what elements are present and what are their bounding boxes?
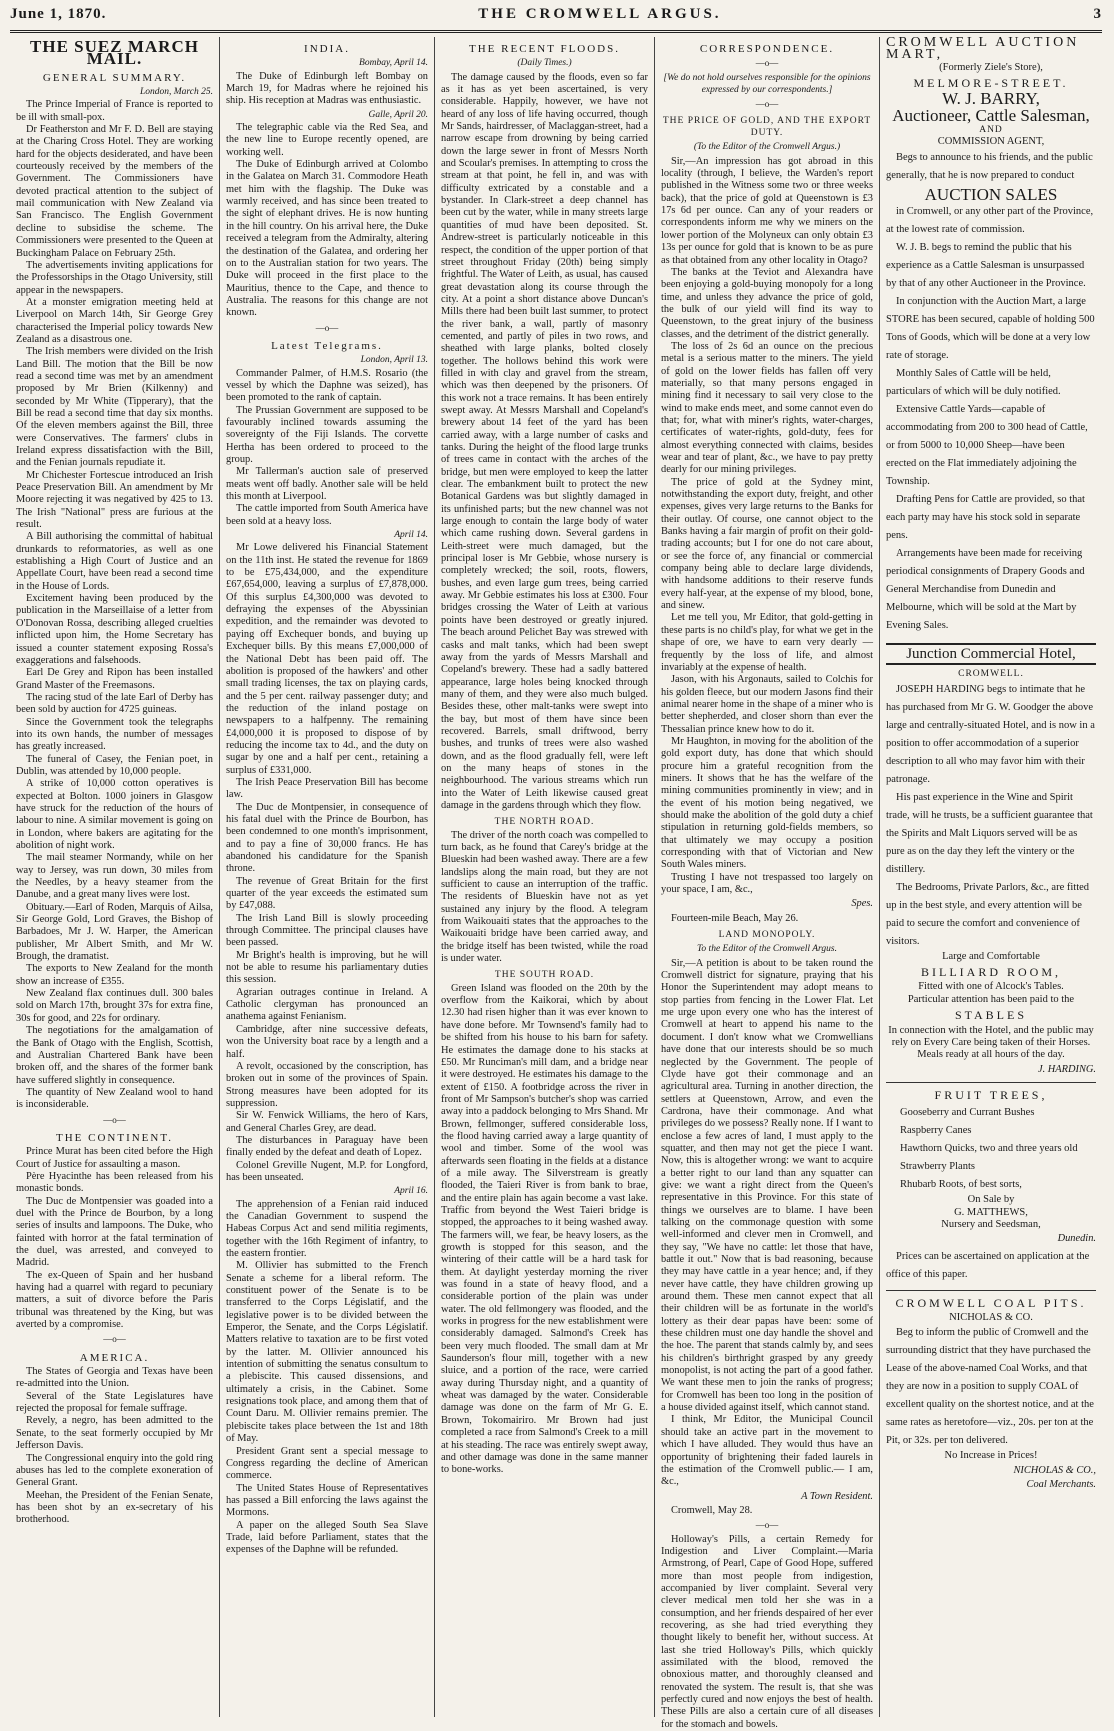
fruit-trade: Nursery and Seedsman,	[941, 1218, 1041, 1230]
paragraph: Prince Murat has been cited before the High Court of Justice for assaulting a mason.	[16, 1146, 213, 1170]
paragraph: A revolt, occasioned by the conscription, has broken out in some of the provinces of Spain. Strong measures have been adopted for its suppression.	[226, 1060, 428, 1109]
paragraph: Père Hyacinthe has been released from his monastic bonds.	[16, 1170, 213, 1195]
paragraph: The Prince Imperial of France is reported to be ill with small-pox.	[16, 99, 213, 123]
paragraph: The Irish members were divided on the Irish Land Bill. The motion that the Bill be now read a second time was met by an amendment proposed by Mr Brien (Kilkenny) and seconded by Mr White (Tipperary), that the Bill be read a second time that day six months. Of the eleven members against the Bill, three were Conservatives. The farmers' clubs in Ireland express dissatisfaction with the Bill, and the Fenian journals repudiate it.	[16, 346, 213, 469]
continent-heading: THE CONTINENT.	[56, 1131, 173, 1144]
fruit-seller: G. MATTHEWS,	[954, 1206, 1028, 1218]
paragraph: The Duke of Edinburgh arrived at Colombo in the Galatea on March 31. Commodore Heath met him with the flagship. The Duke was warmly received, and has since been treated to the sight of elephant drives. He is now hunting in the hill country. On his arrival here, the Duke received a telegram from the Admiralty, altering the destination of the Galatea, and ordering her on to the Australian station for two years. The Duke will proceed in the first place to the Mauritius, thence to the Cape, and thence to Australia. The reasons for this change are not known.	[226, 159, 428, 319]
paragraph: The United States House of Representatives has passed a Bill enforcing the laws against the Mormons.	[226, 1482, 428, 1519]
column-floods	[435, 37, 655, 1717]
gold-letter-paras	[661, 156, 873, 897]
paragraph: The advertisements inviting applications for the Professorships in the Otago University, still appear in the newspapers.	[16, 259, 213, 296]
hotel-place: CROMWELL.	[958, 669, 1024, 680]
paragraph: JOSEPH HARDING begs to intimate that he has purchased from Mr G. W. Goodger the above large and centrally-situated Hotel, and is now in a position to offer accommodation of a superior description to all who may favor him with their patronage.	[886, 683, 1095, 785]
list-item: Gooseberry and Currant Bushes	[900, 1107, 1035, 1119]
commission-agent: COMMISSION AGENT,	[937, 136, 1045, 148]
gold-letter-date: Fourteen-mile Beach, May 26.	[671, 912, 799, 924]
paragraph: Colonel Greville Nugent, M.P. for Longford, has been unseated.	[226, 1159, 428, 1183]
coal-signature: NICHOLAS & CO.,	[1013, 1464, 1096, 1476]
paragraph: The Prussian Government are supposed to be favourably inclined towards assuming the sovereignty of the Fiji Islands. The corvette Hertha has been ordered to proceed to the group.	[226, 404, 428, 465]
auction-street: MELMORE-STREET.	[913, 76, 1069, 91]
general-summary-heading: GENERAL SUMMARY.	[42, 71, 187, 84]
telegram-paras-1	[226, 368, 428, 528]
hotel-signature: J. HARDING.	[1037, 1063, 1096, 1075]
paragraph: In conjunction with the Auction Mart, a large STORE has been secured, capable of holding 500 Tons of Goods, which will be done at a very low rate of storage.	[886, 296, 1095, 362]
auction-and: AND	[979, 125, 1003, 136]
auction-sales-heading: AUCTION SALES	[924, 184, 1058, 204]
paragraph: Green Island was flooded on the 20th by the overflow from the Kaikorai, which by about 12.30 had risen higher than it was ever known to have done before. Mr Townsend's family had to be shifted from his house to his barn for safety. He estimates the damage done to his stacks at £50. Mr Runciman's mill dam, and a bridge near it were destroyed. He estimates his damage to the extent of £150. A footbridge across the river in front of Mr Sampson's butcher's shop was carried away into a paddock belonging to Mrs Shand. Mr Brown, fellmonger, suffered considerable loss, the flood having carried away a large quantity of wool and timber. Some of the wool was afterwards seen floating in the fields at a distance of a mile away. The Silverstream is greatly flooded, the Taieri River is from bank to brae, and the entire plain has again become a vast lake. Traffic from beyond the West Taieri bridge is stopped, the approaches to it being washed away. The farmers will, we fear, be heavy losers, as the growth is stopped for this season, and the wintering of their cattle will be a hard task for them. At daylight yesterday morning the river was found in a state of heavy flood, and a considerable portion of the plain was under water. The old fellmongery was flooded, and the works in progress for the new establishment were considerably damaged. Salmond's Creek has been very much flooded. The small dam at Mr Saunderson's flour mill, together with a new sluice, and a portion of the race, were carried away during Thursday night, and a quantity of wheat was damaged by the water. Considerable damage was done on the farm of Mr G. E. Brown, Tokomairiro. Mr Brown had just completed a race from Salmond's Creek to a mill at his steading. The race was entirely swept away, and other damage was done in the same manner to bone-works.	[441, 982, 648, 1476]
auction-mart-title: CROMWELL AUCTION MART,	[886, 35, 1080, 63]
india-paras-1	[226, 71, 428, 108]
paragraph: in Cromwell, or any other part of the Province, at the lowest rate of commission.	[886, 206, 1094, 236]
paragraph: The ex-Queen of Spain and her husband having had a quarrel with regard to pecuniary matters, a suit of divorce before the Paris tribunal was threatened by the King, but was averted by a compromise.	[16, 1269, 213, 1331]
gold-letter-title: THE PRICE OF GOLD, AND THE EXPORT DUTY.	[662, 115, 872, 139]
paragraph: Arrangements have been made for receiving periodical consignments of Drapery Goods and General Merchandise from Dunedin and Melbourne, which will be sold at the Mart by Evening Sales.	[886, 548, 1085, 632]
floods-source: (Daily Times.)	[517, 58, 572, 69]
paragraph: Jason, with his Argonauts, sailed to Colchis for his golden fleece, but our modern Jasons find their animal nearer home in the shape of a miner who is better shepherded, and closer shorn than ever the Thessalian prince knew how to do it.	[661, 674, 873, 735]
column-suez-mail: THE SUEZ MARCH MAIL. GENERAL SUMMARY. London, March 25. The Prince Imperial of France is reported to be ill with small-pox. Dr Featherston and Mr F. D. Bell are staying at the Charing Cross Hotel. They are working hard for the objects desiderated, and have been courteously received by the members of the Government. The Commissioners have devoted practical attention to the subject of mail communication with New Zealand via San Francisco. The English Government decline to subsidise the scheme. The Commissioners were presented to the Queen at Buckingham Palace on February 25th. The advertisements inviting applications for the Professorships in the Otago University, still appear in the newspapers. At a monster emigration meeting held at Liverpool on March 14th, Sir George Grey characterised the Imperial policy towards New Zealand as a disastrous one. The Irish members were divided on the Irish Land Bill. The motion that the Bill be now read a second time was met by an amendment proposed by Mr Brien (Kilkenny) and seconded by Mr White (Tipperary), that the Bill be read a second time that day six months. Of the eleven members against the Bill, three were Conservatives. The farmers' clubs in Ireland express dissatisfaction with the Bill, and the Fenian journals repudiate it. Mr Chichester Fortescue introduced an Irish Peace Preservation Bill. An amendment by Mr Moore rejecting it was negatived by 425 to 13. The Irish "National" press are furious at the result. A Bill authorising the committal of habitual drunkards to reformatories, as well as one establishing a High Court of Justice and an Appellate Court, have been read a second time in the House of Lords. Excitement having been produced by the publication in the Marseillaise of a letter from O'Donovan Rossa, describing alleged cruelties inflicted upon him, the Home Secretary has issued a counter statement exposing Rossa's exaggerations and falsehoods. Earl De Grey and Ripon has been installed Grand Master of the Freemasons. The racing stud of the late Earl of Derby has been sold by auction for 4725 guineas. Since the Government took the telegraphs into its own hands, the number of messages has greatly increased. The funeral of Casey, the Fenian poet, in Dublin, was attended by 10,000 people. A strike of 10,000 cotton operatives is expected at Bolton. 1000 joiners in Glasgow have struck for the reduction of the hours of labour to nine. A similar movement is going on in London, where bakers are agitating for the abolition of night work. The mail steamer Normandy, while on her way to Jersey, was run down, 30 miles from the Needles, by a heavy steamer from the Danube, and a great many lives were lost. Obituary.—Earl of Roden, Marquis of Ailsa, Sir George Gold, Lord Graves, the Bishop of Barbadoes, Mr J. W. Harper, the American publisher, Mr Albert Smith, and Mr W. Brough, the dramatist. The exports to New Zealand for the month show an increase of £355. New Zealand flax continues dull. 300 bales sold on March 17th, brought 37s for extra fine, 30s for good, and 22s for ordinary. The negotiations for the amalgamation of the Bank of Otago with the English, Scottish, and Australian Chartered Bank have been broken off, and the shares of the former bank have suffered slightly in consequence. The quantity of New Zealand wool to hand is inconsiderable. —o— THE CONTINENT. Prince Murat has been cited before the High Court of Justice for assaulting a mason. Père Hyacinthe has been released from his monastic bonds. The Duc de Montpensier was goaded into a duel with the Prince de Bourbon, by a long series of insults and lampoons. The Duke, who fainted with horror at the fatal termination of the duel, was arrested, and conveyed to Madrid. The ex-Queen of Spain and her husband having had a quarrel with regard to pecuniary matters, a suit of divorce before the Paris tribunal was threatened by the King, but was averted by a compromise. —o— AMERICA. The States of Georgia and Texas have been re-admitted into the Union. Several of the State Legislatures have rejected the proposal for female suffrage. Revely, a negro, has been admitted to the Senate, to the seat formerly occupied by Mr Jefferson Davis. The Congressional enquiry into the gold ring abuses has led to the complete exoneration of General Grant. Meehan, the President of the Fenian Senate, has been shot by an ex-secretary of his brotherhood.	[10, 37, 220, 1717]
coal-pits-title: CROMWELL COAL PITS.	[895, 1295, 1087, 1310]
north-road-heading: THE NORTH ROAD.	[494, 817, 595, 828]
correspondence-heading: CORRESPONDENCE.	[699, 43, 835, 55]
paragraph: New Zealand flax continues dull. 300 bales sold on March 17th, brought 37s for extra fine, 30s for good, and 22s for ordinary.	[16, 988, 213, 1024]
paragraph: The loss of 2s 6d an ounce on the precious metal is a serious matter to the miners. The yield of gold on the lower fields has fallen off very materially, so that many persons engaged in mining find it necessary to sail very close to the wind to make ends meet, and some cannot even do that; for, what with miner's rights, water-charges, certificates of water-rights, gold-duty, fees for almost everything connected with claims, besides wear and tear of plant, &c., we have to pay pretty dearly for our mining privileges.	[661, 340, 873, 476]
india-heading: INDIA.	[304, 43, 350, 55]
paragraph: Cambridge, after nine successive defeats, won the University boat race by a length and a half.	[226, 1023, 428, 1060]
paragraph: The damage caused by the floods, even so far as it has as yet been ascertained, is very considerable. Happily, however, we have not heard of any loss of life having occurred, though Mr Sands, hairdresser, of Maclaggan-street, had a narrow escape from drowning by being carried down the large sewer in front of Messrs North and Scoular's premises. In attempting to cross the stream at that point, he fell in, and was with difficulty extricated by a constable and a bystander. In Clark-street a deep channel has been cut by the water, while in many streets large quantities of mud have been deposited. St. Andrew-street is particularly noticeable in this respect, the condition of the upper portion of that street throughout Friday (20th) being simply frightful. The Water of Leith, as usual, has caused great devastation along its course through the city. At a point a short distance above Duncan's Mills there had been built last summer, to protect the river bank, a wall, partly of masonry cemented, and partly of piles in two rows, and sheathed with large planks, bolted closely together. The hollows behind this work were filled in with clay and gravel from the stream, which was then deepened by the prisoners. Of this work not a trace remains. It has been entirely swept away. At Messrs Marshall and Copeland's brewery about 14 feet of the yard has been carried away, with a large number of casks and tanks. During the height of the flood large trunks of trees came in contact with the arches of the bridge, but men were employed to keep the latter clear. The embankment built to protect the new Botanical Gardens was but slightly damaged in its unfinished parts; but the new channel was not large enough to contain the large body of water which came rushing down. Several gardens in Leith-street were much damaged, but the principal loser is Mr Gebbie, whose nursery is completely wrecked; the soil, roots, flowers, bushes, and even large gum trees, being carried away. Mr Gebbie estimates his loss at £300. Four bridges crossing the Water of Leith at various points have been destroyed or greatly injured. The beach around Pelichet Bay was strewed with casks and malt tanks, which had been swept away from the yards of Messrs Marshall and Copeland's brewery. These had a sadly battered appearance, large holes being knocked through many of them, and they were also much bulged. Besides these, other malt-tanks were swept into the bay, but most of them have since been recovered. Barrels, small driftwood, berry bushes, and trunks of trees were also washed down, and as the flood gradually fell, were left on the many heaps of stones in the neighbourhood. The various streams which run into the Water of Leith likewise caused great damage in the gardens through which they flow.	[441, 71, 648, 811]
america-heading: AMERICA.	[79, 1351, 150, 1364]
paragraph: Trusting I have not trespassed too largely on your space, I am, &c.,	[661, 871, 873, 896]
paragraph: Since the Government took the telegraphs into its own hands, the number of messages has greatly increased.	[16, 716, 213, 753]
list-item: Strawberry Plants	[900, 1161, 975, 1173]
paragraph: Drafting Pens for Cattle are provided, so that each party may have his stock sold in separate pens.	[886, 494, 1085, 542]
paragraph: The Bedrooms, Private Parlors, &c., are fitted up in the best style, and every attention will be paid to secure the comfort and convenience of visitors.	[886, 881, 1090, 947]
gold-letter-signature: Spes.	[851, 898, 873, 910]
hotel-title: Junction Commercial Hotel,	[886, 643, 1096, 665]
paragraph: Agrarian outrages continue in Ireland. A Catholic clergyman has pronounced an anathema against Fenianism.	[226, 986, 428, 1023]
land-letter-title: LAND MONOPOLY.	[718, 930, 816, 941]
column-advertisements	[880, 37, 1102, 1717]
paragraph: Meehan, the President of the Fenian Senate, has been shot by an ex-secretary of his brotherhood.	[16, 1489, 213, 1526]
holloway-advert: Holloway's Pills, a certain Remedy for Indigestion and Liver Complaint.—Maria Armstrong, of Pearl, Cape of Good Hope, suffered more than most people from indigestion, accompanied by liver complaint. Several very clever medical men told her she was in a consumption, and her friends despaired of her ever recovering, as she had tried everything they thought likely to benefit her, without success. At last she tried Holloway's Pills, which quickly assimilated with the blood, removed the obnoxious matter, and thoroughly cleansed and renovated the system. The result is, that she was perfectly cured and now enjoys the best of health. These Pills are also a certain cure of all diseases for the stomach and bowels.	[661, 1533, 873, 1730]
telegram-paras-2	[226, 542, 428, 1184]
hotel-paras	[886, 681, 1096, 951]
paragraph: At a monster emigration meeting held at Liverpool on March 14th, Sir George Grey characterised the Imperial policy towards New Zealand as a disastrous one.	[16, 296, 213, 345]
fruit-trees-title: FRUIT TREES,	[934, 1087, 1048, 1102]
auctioneer-name: W. J. BARRY,	[942, 89, 1040, 109]
paragraph: The exports to New Zealand for the month show an increase of £355.	[16, 963, 213, 987]
coal-owner: NICHOLAS & CO.	[949, 1311, 1033, 1323]
paragraph: Monthly Sales of Cattle will be held, particulars of which will be duly notified.	[886, 368, 1061, 398]
paragraph: Dr Featherston and Mr F. D. Bell are staying at the Charing Cross Hotel. They are working hard for the objects desiderated, and have been courteously received by the members of the Government. The Commissioners have devoted practical attention to the subject of mail communication with New Zealand via San Francisco. The English Government decline to subsidise the scheme. The Commissioners were presented to the Queen at Buckingham Palace on February 25th.	[16, 124, 213, 259]
paragraph: Mr Haughton, in moving for the abolition of the gold export duty, has done that which should procure him a grateful recognition from the miners. It shows that he has the welfare of the mining communities prominently in view; and in the event of his motion being negatived, we should make the abolition of the gold duty a chief stipulation in returning gold-fields members, so that ultimately we may occupy a position corresponding with that of Victorian and New South Wales miners.	[661, 735, 873, 871]
meals-ready: Meals ready at all hours of the day.	[917, 1049, 1065, 1061]
paragraph: The negotiations for the amalgamation of the Bank of Otago with the English, Scottish, and Australian Chartered Bank have been broken off, and the shares of the former bank have suffered slightly in consequence.	[16, 1025, 213, 1086]
paragraph: The telegraphic cable via the Red Sea, and the new line to Europe recently opened, are working well.	[226, 122, 428, 158]
page-number: 3	[1093, 6, 1102, 22]
paragraph: The Duc de Montpensier, in consequence of his fatal duel with the Prince de Bourbon, has been condemned to one month's imprisonment, and to pay a fine of 30,000 francs. He has abandoned his candidature for the Spanish throne.	[226, 801, 428, 875]
land-letter-paras	[661, 958, 873, 1489]
paragraph: Mr Chichester Fortescue introduced an Irish Peace Preservation Bill. An amendment by Mr Moore rejecting it was negatived by 425 to 13. The Irish "National" press are furious at the result.	[16, 469, 213, 531]
coal-para: Beg to inform the public of Cromwell and the surrounding district that they have purchased the Lease of the above-named Coal Works, and that they are now in a position to supply COAL of excellent quality on the shortest notice, and at the same rates as heretofore—viz., 20s. per ton at the Pit, or 32s. per ton delivered.	[886, 1327, 1094, 1447]
paragraph: The Duc de Montpensier was goaded into a duel with the Prince de Bourbon, by a long series of insults and lampoons. The Duke, who fainted with horror at the fatal termination of the duel, was arrested, and conveyed to Madrid.	[16, 1195, 213, 1269]
april-16-dateline: April 16.	[394, 1186, 428, 1197]
paragraph: Earl De Grey and Ripon has been installed Grand Master of the Freemasons.	[16, 667, 213, 691]
hotel-large: Large and Comfortable	[942, 950, 1040, 962]
list-item: Rhubarb Roots, of best sorts,	[900, 1179, 1022, 1191]
list-item: Raspberry Canes	[900, 1125, 972, 1137]
paragraph: I think, Mr Editor, the Municipal Council should take an active part in the movement to which I have alluded. They would thus have an opportunity of brightening their faded laurels in the estimation of the Cromwell public.— I am, &c.,	[661, 1414, 873, 1488]
paragraph: Extensive Cattle Yards—capable of accommodating from 200 to 300 head of Cattle, or from 5000 to 10,000 Sheep—have been erected on the Flat immediately adjoining the Township.	[886, 404, 1088, 488]
paragraph: Sir,—A petition is about to be taken round the Cromwell district for signature, praying that his Honor the Superintendent may adopt means to stop parties from fencing in the Lower Flat. Let me urge upon every one who has the interest of Cromwell at heart to append his name to the document. I don't know what we Cromwellians have done that our interests should be so much neglected by the Government. The people of Clyde have got their commonage and an agricultural area. Turning in another direction, the settlers at Queenstown, Arrow, and even the Cardrona, have their commonage. And what privileges do we possess? Really none. If I want to enclose a few acres of land, I must apply to the squatter, and then may not get the piece I want. Now, this is altogether wrong: we want to acquire a better right to our land than any squatter can give: we want a right direct from the Queen's representative in this Province. For this state of things we ourselves are to blame. I have been talking on the commonage question with some well-informed and clever men in Cromwell, and they say, "We have no cattle: let those that have, battle it out." Now that is bad reasoning, because they may have cattle in a year hence; and, if they never have cattle, they have children growing up around them. These men cannot expect that all their children will be as fortunate in the world's lottery as their dear papas have been: some of these children must one day handle the shovel and the hoe. The parent that stands calmly by, and sees his children's birthright grasped by any greedy monopolist, is not acting the part of a good father. We want these men to join the ranks of progress; for Cromwell has been too long in the position of a house divided against itself, which cannot stand.	[661, 957, 873, 1414]
continent-paras	[16, 1146, 213, 1331]
paragraph: Sir W. Fenwick Williams, the hero of Kars, and General Charles Grey, are dead.	[226, 1110, 428, 1134]
paragraph: The disturbances in Paraguay have been finally ended by the defeat and death of Lopez.	[226, 1134, 428, 1159]
gold-letter-addressee: (To the Editor of the Cromwell Argus.)	[693, 142, 841, 153]
paragraph: A Bill authorising the committal of habitual drunkards to reformatories, as well as one establishing a High Court of Justice and an Appellate Court, have been read a second time in the House of Lords.	[16, 531, 213, 592]
paragraph: Obituary.—Earl of Roden, Marquis of Ailsa, Sir George Gold, Lord Graves, the Bishop of Barbadoes, Mr J. W. Harper, the American publisher, Mr Albert Smith, and Mr W. Brough, the dramatist.	[16, 901, 213, 963]
south-road-heading: THE SOUTH ROAD.	[494, 970, 595, 981]
column-correspondence: CORRESPONDENCE. —o— [We do not hold ourselves responsible for the opinions expressed by our correspondents.] —o— THE PRICE OF GOLD, AND THE EXPORT DUTY. (To the Editor of the Cromwell Argus.) Sir,—An impression has got abroad in this locality (through, I believe, the Warden's report published in the Witness some two or three weeks back), that the price of gold at Queenstown is £3 17s 6d per ounce. Can any of your readers or correspondents inform me why we miners on the lower portion of the Molyneux can only obtain £3 13s per ounce for gold that is known to be as pure as that obtained from any other locality in Otago? The banks at the Teviot and Alexandra have been enjoying a gold-buying monopoly for a long time, and unless they advance the price of gold, the bulk of our yield will find its way to Queenstown, to the great injury of the business classes, and the detriment of the district generally. The loss of 2s 6d an ounce on the precious metal is a serious matter to the miners. The yield of gold on the lower fields has fallen off very materially, so that many persons engaged in mining find it necessary to sail very close to the wind to make ends meet, and some cannot even do that; for, what with miner's rights, water-charges, certificates of water-rights, gold-duty, fees for almost everything connected with claims, besides wear and tear of plant, &c., we have to pay pretty dearly for our mining privileges. The price of gold at the Sydney mint, notwithstanding the export duty, freight, and other expenses, gives very large returns to the Banks for their outlay. Of course, one cannot object to the Banks having a fair margin of profit on their gold-trading accounts; but I for one do not care about, or see the force of, any financial or commercial company being able to declare large dividends, with handsome additions to their reserve funds every half-year, at the expense of my blood, bone, and sinew. Let me tell you, Mr Editor, that gold-getting in these parts is no child's play, for what we get in the shape of ore, we have to earn very dearly — frequently by the loss of life, and almost invariably at the expense of health. Jason, with his Argonauts, sailed to Colchis for his golden fleece, but our modern Jasons find their animal nearer home in the shape of a miner who is better shepherded, and closer shorn than ever the Thessalian prince knew how to do it. Mr Haughton, in moving for the abolition of the gold export duty, has done that which should procure him a grateful recognition from the miners. It shows that he has the welfare of the mining communities prominently in view; and in the event of his motion being negatived, we should make the abolition of the gold duty a chief stipulation in returning gold-fields members, so that ultimately we may occupy a position corresponding with that of Victorian and New South Wales miners. Trusting I have not trespassed too largely on your space, I am, &c., Spes. Fourteen-mile Beach, May 26. LAND MONOPOLY. To the Editor of the Cromwell Argus. Sir,—A petition is about to be taken round the Cromwell district for signature, praying that his Honor the Superintendent may adopt means to stop parties from fencing in the Lower Flat. Let me urge upon every one who has the interest of Cromwell at heart to append his name to the document. I don't know what we Cromwellians have done that our interests should be so much neglected by the Government. The people of Clyde have got their commonage and an agricultural area. Turning in another direction, the settlers at Queenstown, Arrow, and even the Cardrona, have their commonage. And what privileges do we possess? Really none. If I want to enclose a few acres of land, I must apply to the squatter, and then may not get the piece I want. Now, this is altogether wrong: we want to acquire a better right to our land than any squatter can give: we want a right direct from the Queen's representative in this Province. For this state of things we ourselves are to blame. I have been talking on the commonage question with some well-informed and clever men in Cromwell, and they say, "We have no cattle: let those that have, battle it out." Now that is bad reasoning, because they may have cattle in a year hence; and, if they never have cattle, they have children growing up around them. These men cannot expect that all their children will be as fortunate in the world's lottery as their dear papas have been: some of these children must one day handle the shovel and the hoe. The parent that stands calmly by, and sees his children's birthright grasped by any greedy monopolist, is not acting the part of a good father. We want these men to join the ranks of progress; for Cromwell has been too long in the position of a house divided against itself, which cannot stand. I think, Mr Editor, the Municipal Council should take an active part in the movement to which I have alluded. They would thus have an opportunity of brightening their faded laurels in the estimation of the Cromwell public.— I am, &c., A Town Resident. Cromwell, May 28. —o— Holloway's Pills, a certain Remedy for Indigestion and Liver Complaint.—Maria Armstrong, of Pearl, Cape of Good Hope, suffered more than most people from indigestion, accompanied by liver complaint. Several very clever medical men told her she was in a consumption, and her friends despaired of her ever recovering, as she had tried everything they thought likely to benefit her, without success. At last she tried Holloway's Pills, which quickly assimilated with the blood, removed the obnoxious matter, and thoroughly cleansed and renovated the system. The result is, that she was perfectly cured and now enjoys the best of health. These Pills are also a certain cure of all diseases for the stomach and bowels.	[655, 37, 880, 1717]
south-road-paras	[441, 983, 648, 1477]
paragraph: The Duke of Edinburgh left Bombay on March 19, for Madras where he rejoined his ship. His reception at Madras was enthusiastic.	[226, 70, 428, 107]
coal-role: Coal Merchants.	[1026, 1478, 1096, 1490]
paragraph: The Irish Peace Preservation Bill has become law.	[226, 776, 428, 801]
newspaper-title: THE CROMWELL ARGUS.	[478, 6, 722, 22]
paragraph: The revenue of Great Britain for the first quarter of the year exceeds the estimated sum by £47,088.	[226, 875, 428, 912]
paragraph: M. Ollivier has submitted to the French Senate a scheme for a liberal reform. The constituent power of the Senate is to be transferred to the Corps Législatif, and the legislative power is to be divided between the Emperor, the Senate, and the Corps Législatif. Matters relative to taxation are to be first voted by the latter. M. Ollivier announced his intention of submitting the senatus consultum to a plebiscite. This caused dissensions, and ultimately a crisis, in the Cabinet. Some resignations took place, and among them that of Count Daru. M. Ollivier remains premier. The plebiscite takes place between the 1st and 18th of May.	[226, 1260, 428, 1445]
floods-paras	[441, 72, 648, 813]
paragraph: Mr Bright's health is improving, but he will not be able to resume his parliamentary duties this session.	[226, 949, 428, 986]
hotel-particular: Particular attention has been paid to the	[907, 993, 1075, 1005]
paragraph: President Grant sent a special message to Congress regarding the decline of American commerce.	[226, 1445, 428, 1482]
paragraph: The quantity of New Zealand wool to hand is inconsiderable.	[16, 1086, 213, 1111]
paragraph: The funeral of Casey, the Fenian poet, in Dublin, was attended by 10,000 people.	[16, 753, 213, 777]
floods-heading: THE RECENT FLOODS.	[469, 43, 620, 55]
paragraph: The apprehension of a Fenian raid induced the Canadian Government to suspend the Habeas Corpus Act and send militia regiments, together with the 16th Regiment of infantry, to the eastern frontier.	[226, 1198, 428, 1259]
ad-divider	[886, 1082, 1096, 1083]
paragraph: Mr Lowe delivered his Financial Statement on the 11th inst. He stated the revenue for 1869 to be £75,434,000, and the expenditure £67,654,000, leaving a surplus of £7,878,000. Of this surplus £4,300,000 was devoted to defraying the expenses of the Abyssinian expedition, and the remainder was devoted to paying off Exchequer bonds, and buying up Exchequer bills. By this means £7,000,000 of the National Debt has been paid off. The abolition is proposed of the hawkers' and other small trading licenses, the tax on playing cards, and the 5 per cent. railway passenger duty; and the reduction of the inland postage on newspapers to a halfpenny. The remaining £4,000,000 it is proposed to dispose of by reducing the income tax to 4d., and the duty on sugar by one and a half per cent., retaining a surplus of £331,000.	[226, 542, 428, 776]
paragraph: A paper on the alleged South Sea Slave Trade, laid before Parliament, states that the expenses of the Daphne will be refunded.	[226, 1519, 428, 1556]
column-india: INDIA. Bombay, April 14. The Duke of Edinburgh left Bombay on March 19, for Madras where he rejoined his ship. His reception at Madras was enthusiastic. Galle, April 20. The telegraphic cable via the Red Sea, and the new line to Europe recently opened, are working well. The Duke of Edinburgh arrived at Colombo in the Galatea on March 31. Commodore Heath met him with the flagship. The Duke was warmly received, and has since been treated to the sight of elephant drives. He is now hunting in the hill country. On his arrival here, the Duke received a telegram from the Admiralty, altering the destination of the Galatea, and ordering her on to the Australian station for two years. The Duke will proceed in the first place to the Mauritius, thence to the Cape, and thence to Australia. The reasons for this change are not known. —o— Latest Telegrams. London, April 13. Commander Palmer, of H.M.S. Rosario (the vessel by which the Daphne was seized), has been promoted to the rank of captain. The Prussian Government are supposed to be favourably inclined towards assuming the sovereignty of the Fiji Islands. The corvette Hertha has been ordered to proceed to the group. Mr Tallerman's auction sale of preserved meats went off badly. Another sale will be held this month at Liverpool. The cattle imported from South America have been sold at a heavy loss. April 14. Mr Lowe delivered his Financial Statement on the 11th inst. He stated the revenue for 1869 to be £75,434,000, and the expenditure £67,654,000, leaving a surplus of £7,878,000. Of this surplus £4,300,000 was devoted to defraying the expenses of the Abyssinian expedition, and the remainder was devoted to paying off Exchequer bonds, and buying up Exchequer bills. By this means £7,000,000 of the National Debt has been paid off. The abolition is proposed of the hawkers' and other small trading licenses, the tax on playing cards, and the 5 per cent. railway passenger duty; and the reduction of the inland postage on newspapers to a halfpenny. The remaining £4,000,000 it is proposed to dispose of by reducing the income tax to 4d., and the duty on sugar by one and a half per cent., retaining a surplus of £331,000. The Irish Peace Preservation Bill has become law. The Duc de Montpensier, in consequence of his fatal duel with the Prince de Bourbon, has been condemned to one month's imprisonment, and to pay a fine of 30,000 francs. He has abandoned his candidature for the Spanish throne. The revenue of Great Britain for the first quarter of the year exceeds the estimated sum by £47,088. The Irish Land Bill is slowly proceeding through Committee. The principal clauses have been passed. Mr Bright's health is improving, but he will not be able to resume his parliamentary duties this session. Agrarian outrages continue in Ireland. A Catholic clergyman has pronounced an anathema against Fenianism. Cambridge, after nine successive defeats, won the University boat race by a length and a half. A revolt, occasioned by the conscription, has broken out in some of the provinces of Spain. Strong measures have been adopted for its suppression. Sir W. Fenwick Williams, the hero of Kars, and General Charles Grey, are dead. The disturbances in Paraguay have been finally ended by the defeat and death of Lopez. Colonel Greville Nugent, M.P. for Longford, has been unseated. April 16. The apprehension of a Fenian raid induced the Canadian Government to suspend the Habeas Corpus Act and send militia regiments, together with the 16th Regiment of infantry, to the eastern frontier. M. Ollivier has submitted to the French Senate a scheme for a liberal reform. The constituent power of the Senate is to be transferred to the Corps Législatif, and the legislative power is to be divided between the Emperor, the Senate, and the Corps Législatif. Matters relative to taxation are to be first voted by the latter. M. Ollivier announced his intention of submitting the senatus consultum to a plebiscite. This caused dissensions, and ultimately a crisis, in the Cabinet. Some resignations took place, and among them that of Count Daru. M. Ollivier remains premier. The plebiscite takes place between the 1st and 18th of May. President Grant sent a special message to Congress regarding the decline of American commerce. The United States House of Representatives has passed a Bill enforcing the laws against the Mormons. A paper on the alleged South Sea Slave Trade, laid before Parliament, states that the expenses of the Daphne will be refunded.	[220, 37, 435, 1717]
north-road-paras	[441, 830, 648, 966]
paragraph: W. J. B. begs to remind the public that his experience as a Cattle Salesman is unsurpassed by that of any other Auctioneer in the Province.	[886, 242, 1086, 290]
masthead-rule	[10, 30, 1102, 33]
suez-paras	[16, 99, 213, 1111]
bombay-dateline: Bombay, April 14.	[359, 58, 428, 69]
paragraph: The price of gold at the Sydney mint, notwithstanding the export duty, freight, and other expenses, gives very large returns to the Banks for their outlay. Of course, one cannot object to the Banks having a fair margin of profit on their gold-trading accounts; but I for one do not care about, or see the force of, any financial or commercial company being able to declare large dividends, with handsome additions to their reserve funds every half-year, at the expense of my blood, bone, and sinew.	[661, 476, 873, 612]
london-dateline: London, March 25.	[139, 87, 213, 98]
land-letter-addressee: To the Editor of the Cromwell Argus.	[697, 944, 837, 955]
paragraph: Mr Tallerman's auction sale of preserved meats went off badly. Another sale will be held this month at Liverpool.	[226, 466, 428, 503]
telegram-paras-3	[226, 1199, 428, 1557]
paragraph: The racing stud of the late Earl of Derby has been sold by auction for 4725 guineas.	[16, 691, 213, 716]
masthead	[10, 6, 1102, 28]
india-paras-2	[226, 122, 428, 320]
stables-text: In connection with the Hotel, and the public may rely on Every Care being taken of their Horses.	[888, 1024, 1094, 1048]
fruit-prices: Prices can be ascertained on application at the office of this paper.	[886, 1250, 1090, 1280]
fruit-onsale: On Sale by	[967, 1194, 1015, 1206]
stables-heading: STABLES	[954, 1008, 1028, 1023]
billiard-fitted: Fitted with one of Alcock's Tables.	[918, 981, 1064, 993]
america-paras	[16, 1366, 213, 1526]
galle-dateline: Galle, April 20.	[368, 109, 428, 120]
april-14-dateline: April 14.	[394, 530, 428, 541]
paragraph: Let me tell you, Mr Editor, that gold-getting in these parts is no child's play, for what we get in the shape of ore, we have to earn very dearly — frequently by the loss of life, and almost invariably at the expense of health.	[661, 612, 873, 673]
list-item: Hawthorn Quicks, two and three years old	[900, 1143, 1078, 1155]
suez-mail-heading: THE SUEZ MARCH MAIL.	[30, 37, 199, 69]
paragraph: Several of the State Legislatures have rejected the proposal for female suffrage.	[16, 1390, 213, 1415]
paragraph: The States of Georgia and Texas have been re-admitted into the Union.	[16, 1366, 213, 1390]
ad-divider-2	[886, 1290, 1096, 1291]
coal-no-increase: No Increase in Prices!	[944, 1450, 1038, 1462]
paragraph: Excitement having been produced by the publication in the Marseillaise of a letter from O'Donovan Rossa, describing alleged cruelties inflicted upon him, the Home Secretary has issued a counter statement exposing Rossa's exaggerations and falsehoods.	[16, 593, 213, 666]
paragraph: The driver of the north coach was compelled to turn back, as he found that Carey's bridge at the Blueskin had been washed away. There are a few landslips along the main road, but they are not sufficient to cause an interruption of the traffic. The residents of Blueskin have not as yet sustained any injury by the flood. A telegram from Waikouaiti states that the approaches to the Waikouaiti bridge have been carried away, and the bridge itself has been twisted, while the road is under water.	[441, 829, 648, 965]
paragraph: Revely, a negro, has been admitted to the Senate, to the seat formerly occupied by Mr Jefferson Davis.	[16, 1415, 213, 1452]
paragraph: The Irish Land Bill is slowly proceeding through Committee. The principal clauses have been passed.	[226, 912, 428, 949]
latest-telegrams-heading: Latest Telegrams.	[271, 339, 383, 352]
paragraph: The banks at the Teviot and Alexandra have been enjoying a gold-buying monopoly for a long time, and unless they advance the price of gold, the bulk of our yield will find its way to Queenstown, to the great injury of the business classes, and the detriment of the district generally.	[661, 266, 873, 340]
paragraph: Commander Palmer, of H.M.S. Rosario (the vessel by which the Daphne was seized), has been promoted to the rank of captain.	[226, 367, 428, 404]
land-letter-signature: A Town Resident.	[801, 1490, 873, 1502]
paragraph: The mail steamer Normandy, while on her way to Jersey, was run down, 30 miles from the Needles, by a heavy steamer from the Danube, and a great many lives were lost.	[16, 852, 213, 901]
auction-paras	[886, 203, 1096, 635]
auctioneer-role: Auctioneer, Cattle Salesman,	[892, 105, 1090, 125]
paragraph: A strike of 10,000 cotton operatives is expected at Bolton. 1000 joiners in Glasgow have struck for the reduction of the hours of labour to nine. A similar movement is going on in London, where bakers are agitating for the abolition of night work.	[16, 778, 213, 851]
land-letter-date: Cromwell, May 28.	[671, 1504, 753, 1516]
auction-formerly: (Formerly Ziele's Store),	[939, 61, 1043, 73]
correspondence-disclaimer: [We do not hold ourselves responsible for the opinions expressed by our correspondents.]	[663, 72, 871, 96]
paragraph: The cattle imported from South America have been sold at a heavy loss.	[226, 503, 428, 527]
paragraph: His past experience in the Wine and Spirit trade, will he trusts, be a sufficient guarantee that the Spirits and Malt Liquors served will be as pure as on the day they left the vintery or the distillery.	[886, 791, 1093, 875]
issue-date: June 1, 1870.	[10, 6, 107, 22]
auction-intro: Begs to announce to his friends, and the public generally, that he is now prepared to conduct	[886, 151, 1093, 181]
fruit-place: Dunedin.	[1057, 1233, 1096, 1245]
fruit-trees-list	[900, 1104, 1096, 1194]
billiard-room: BILLIARD ROOM,	[921, 965, 1061, 980]
paragraph: Sir,—An impression has got abroad in this locality (through, I believe, the Warden's report published in the Witness some two or three weeks back), that the price of gold at Queenstown is £3 17s 6d per ounce. Can any of your readers or correspondents inform me why we miners on the lower portion of the Molyneux can only obtain £3 13s per ounce for gold that is known to be as pure as that obtained from any other locality in Otago?	[661, 155, 873, 266]
april-13-dateline: London, April 13.	[360, 355, 428, 366]
paragraph: The Congressional enquiry into the gold ring abuses has led to the complete exoneration of General Grant.	[16, 1452, 214, 1489]
